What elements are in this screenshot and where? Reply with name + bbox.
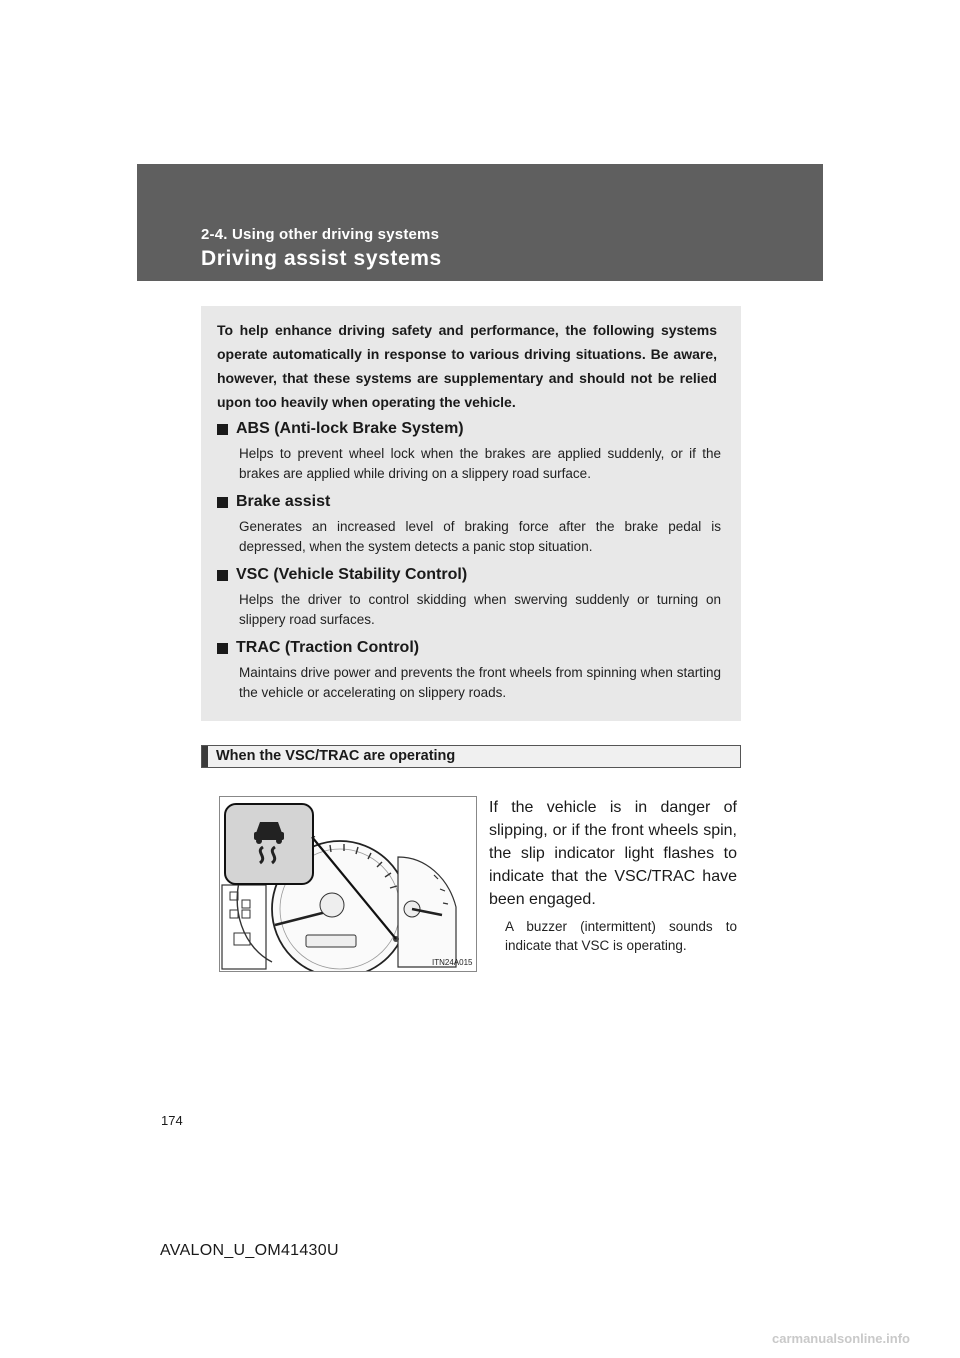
heading-accent-bar	[202, 746, 208, 767]
intro-text: To help enhance driving safety and performance, the following systems operate automatically in response to various driving situations. Be aware, however, that these systems are supplementary and should not be relied upon too heavily when operating the vehicle.	[217, 322, 717, 410]
bullet-square-icon	[217, 643, 228, 654]
page-title: Driving assist systems	[201, 247, 442, 270]
figure-code: ITN24A015	[432, 958, 473, 967]
note-text: A buzzer (intermittent) sounds to indicate that VSC is operating.	[505, 919, 737, 953]
instrument-cluster-illustration	[219, 796, 477, 972]
item-title: ABS (Anti-lock Brake System)	[236, 420, 464, 437]
item-trac	[217, 637, 721, 703]
item-brake-assist	[217, 491, 721, 557]
item-vsc	[217, 564, 721, 630]
item-description: Helps to prevent wheel lock when the brakes are applied suddenly, or if the brakes are applied while driving on a slippery road surface.	[239, 446, 721, 481]
body-text: If the vehicle is in danger of slipping, or if the front wheels spin, the slip indicator light flashes to indicate that the VSC/TRAC have been engaged.	[489, 799, 737, 908]
bullet-square-icon	[217, 424, 228, 435]
cluster-drawing	[220, 797, 476, 971]
item-description: Maintains drive power and prevents the front wheels from spinning when starting the vehicle or accelerating on slippery roads.	[239, 665, 721, 700]
subsection-heading	[201, 745, 741, 768]
watermark: carmanualsonline.info	[772, 1331, 910, 1346]
item-description: Helps the driver to control skidding when swerving suddenly or turning on slippery road surfaces.	[239, 592, 721, 627]
item-title: Brake assist	[236, 493, 331, 510]
bullet-square-icon	[217, 497, 228, 508]
item-description: Generates an increased level of braking force after the brake pedal is depressed, when the system detects a panic stop situation.	[239, 519, 721, 554]
subsection-title: When the VSC/TRAC are operating	[216, 748, 456, 764]
page-number: 174	[161, 1113, 183, 1128]
item-title: VSC (Vehicle Stability Control)	[236, 566, 468, 583]
chapter-header-band	[137, 164, 823, 281]
summary-box	[201, 306, 741, 721]
item-abs	[217, 418, 721, 484]
bullet-square-icon	[217, 570, 228, 581]
document-code: AVALON_U_OM41430U	[160, 1242, 339, 1259]
item-title: TRAC (Traction Control)	[236, 639, 420, 656]
section-label: 2-4. Using other driving systems	[201, 226, 440, 243]
